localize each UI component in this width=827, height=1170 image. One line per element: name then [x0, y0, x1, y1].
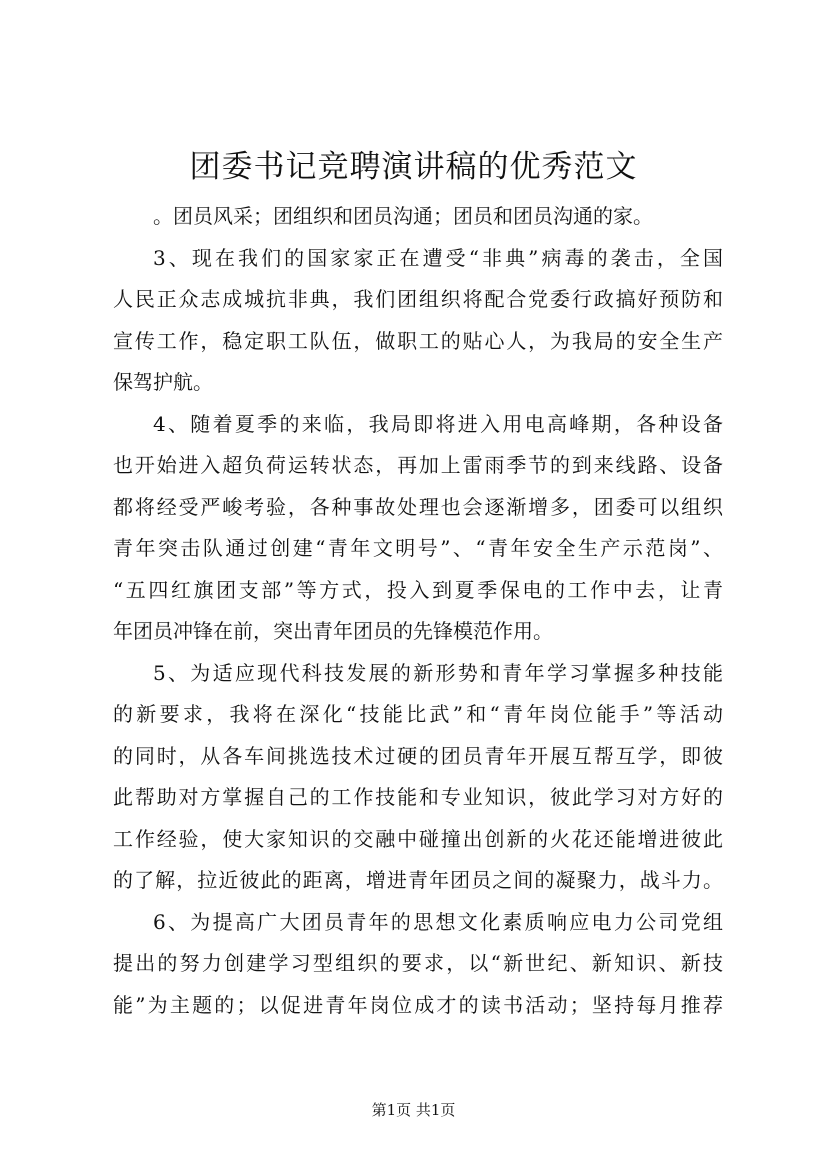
paragraph-line: 也开始进入超负荷运转状态，再加上雷雨季节的到来线路、设备 [113, 453, 723, 477]
paragraph-line: 的新要求，我将在深化“技能比武”和“青年岗位能手”等活动 [113, 702, 723, 726]
paragraph-line: 5、为适应现代科技发展的新形势和青年学习掌握多种技能 [153, 660, 723, 685]
paragraph-line: “五四红旗团支部”等方式，投入到夏季保电的工作中去，让青 [113, 577, 723, 602]
paragraph-line: 提出的努力创建学习型组织的要求，以“新世纪、新知识、新技 [113, 951, 723, 975]
page-footer: 第1页 共1页 [371, 1101, 456, 1119]
paragraph-line: 青年突击队通过创建“青年文明号”、“青年安全生产示范岗”、 [113, 536, 723, 560]
document-title: 团委书记竞聘演讲稿的优秀范文 [189, 149, 638, 185]
paragraph-line: 宣传工作，稳定职工队伍，做职工的贴心人，为我局的安全生产 [113, 328, 723, 353]
paragraph-line: 4、随着夏季的来临，我局即将进入用电高峰期，各种设备 [153, 411, 723, 436]
paragraph-line: 3、现在我们的国家家正在遭受“非典”病毒的袭击，全国 [153, 245, 723, 270]
paragraph-line: 6、为提高广大团员青年的思想文化素质响应电力公司党组 [153, 909, 723, 934]
paragraph-line: 的了解，拉近彼此的距离，增进青年团员之间的凝聚力，战斗力。 [113, 868, 723, 892]
paragraph-line: 工作经验，使大家知识的交融中碰撞出创新的火花还能增进彼此 [113, 826, 723, 851]
paragraph-line: 都将经受严峻考验，各种事故处理也会逐渐增多，团委可以组织 [113, 494, 723, 519]
paragraph-line: 能”为主题的；以促进青年岗位成才的读书活动；坚持每月推荐 [113, 992, 723, 1017]
paragraph-line: 。团员风采；团组织和团员沟通；团员和团员沟通的家。 [153, 204, 653, 228]
paragraph-line: 的同时，从各车间挑选技术过硬的团员青年开展互帮互学，即彼 [113, 743, 723, 768]
paragraph-line: 年团员冲锋在前，突出青年团员的先锋模范作用。 [113, 619, 553, 643]
paragraph-line: 人民正众志成城抗非典，我们团组织将配合党委行政搞好预防和 [113, 287, 723, 311]
paragraph-line: 保驾护航。 [113, 370, 213, 394]
paragraph-line: 此帮助对方掌握自己的工作技能和专业知识，彼此学习对方好的 [113, 785, 723, 809]
document-body [113, 196, 723, 1026]
